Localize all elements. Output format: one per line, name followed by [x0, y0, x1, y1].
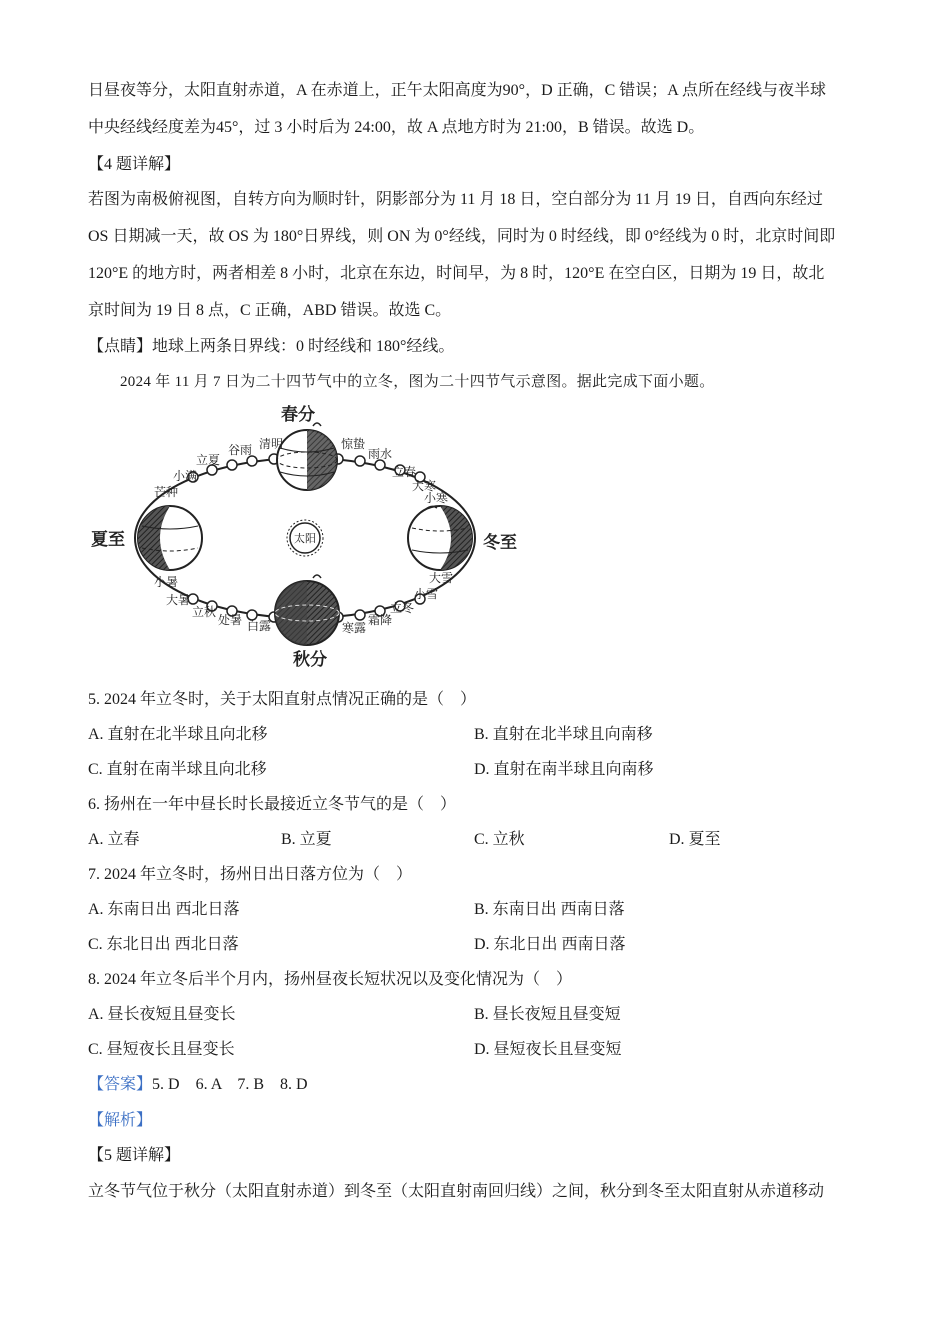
term-guyu: 谷雨 — [227, 443, 253, 457]
q6-stem: 6. 扬州在一年中昼长时长最接近立冬节气的是（ ） — [88, 796, 457, 813]
term-dahan: 大寒 — [411, 479, 437, 493]
term-yushui: 雨水 — [367, 447, 393, 461]
sun-icon — [287, 520, 323, 556]
intro-line: 2024 年 11 月 7 日为二十四节气中的立冬，图为二十四节气示意图。据此完成下面小题。 — [120, 374, 715, 390]
q8-option-b: B. 昼长夜短且昼变短 — [474, 1006, 621, 1023]
term-xiaoman: 小满 — [172, 469, 198, 483]
text-line-7: 京时间为 19 日 8 点，C 正确，ABD 错误。故选 C。 — [88, 302, 452, 319]
term-liqiu: 立秋 — [191, 605, 217, 619]
winter-globe — [408, 506, 472, 570]
last-line: 立冬节气位于秋分（太阳直射赤道）到冬至（太阳直射南回归线）之间，秋分到冬至太阳直射从赤道移动 — [88, 1183, 825, 1200]
answer-text: 5. D 6. A 7. B 8. D — [152, 1076, 308, 1093]
text-line-5: OS 日期减一天，故 OS 为 180°日界线，则 ON 为 0°经线，同时为 0 时经线，即 0°经线为 0 时，北京时间即 — [88, 228, 836, 245]
q7-option-c: C. 东北日出 西北日落 — [88, 936, 239, 953]
q8-option-a: A. 昼长夜短且昼变长 — [88, 1006, 236, 1023]
term-jingzhe: 惊蛰 — [340, 437, 366, 451]
q7-option-a: A. 东南日出 西北日落 — [88, 901, 240, 918]
term-xiaoshu: 小暑 — [153, 575, 179, 589]
q6-option-c: C. 立秋 — [474, 831, 525, 848]
q5-option-c: C. 直射在南半球且向北移 — [88, 761, 267, 778]
summer-label: 夏至 — [91, 530, 125, 550]
q5-option-d: D. 直射在南半球且向南移 — [474, 761, 654, 778]
winter-label: 冬至 — [483, 533, 517, 553]
q7-option-b: B. 东南日出 西南日落 — [474, 901, 625, 918]
q5-option-b: B. 直射在北半球且向南移 — [474, 726, 653, 743]
term-shuangjiang: 霜降 — [367, 613, 393, 627]
q6-option-b: B. 立夏 — [281, 831, 332, 848]
q6-option-a: A. 立春 — [88, 831, 140, 848]
autumn-label: 秋分 — [293, 650, 327, 670]
term-xiaoxue: 小雪 — [413, 587, 439, 601]
q8-stem: 8. 2024 年立冬后半个月内，扬州昼夜长短状况以及变化情况为（ ） — [88, 971, 573, 988]
q4-header: 【4 题详解】 — [88, 156, 181, 173]
term-daxue: 大雪 — [428, 571, 454, 585]
text-line-4: 若图为南极俯视图，自转方向为顺时针，阴影部分为 11 月 18 日，空白部分为 11 月 19 日，自西向东经过 — [88, 191, 823, 208]
q8-option-d: D. 昼短夜长且昼变短 — [474, 1041, 622, 1058]
spring-label: 春分 — [281, 405, 315, 425]
spring-globe — [277, 423, 337, 490]
term-lidong: 立冬 — [389, 601, 415, 615]
q6-option-d: D. 夏至 — [669, 831, 721, 848]
term-lixia: 立夏 — [195, 453, 221, 467]
term-qingming: 清明 — [258, 437, 284, 451]
analysis-label: 【解析】 — [88, 1112, 153, 1129]
term-xiaohan: 小寒 — [423, 491, 449, 505]
term-chushu: 处暑 — [217, 613, 243, 627]
solar-terms-diagram — [80, 398, 530, 678]
q5-option-a: A. 直射在北半球且向北移 — [88, 726, 268, 743]
autumn-globe — [275, 575, 339, 645]
text-line-2: 中央经线经度差为45°，过 3 小时后为 24:00，故 A 点地方时为 21:00，B 错误。故选 D。 — [88, 119, 705, 136]
sun-label: 太阳 — [294, 532, 316, 545]
term-dashu: 大暑 — [165, 593, 191, 607]
q5-header: 【5 题详解】 — [88, 1147, 181, 1164]
term-bailu: 白露 — [246, 619, 272, 633]
summer-globe — [138, 506, 202, 570]
term-hanlu: 寒露 — [341, 621, 367, 635]
q7-option-d: D. 东北日出 西南日落 — [474, 936, 626, 953]
q8-option-c: C. 昼短夜长且昼变长 — [88, 1041, 235, 1058]
q5-stem: 5. 2024 年立冬时，关于太阳直射点情况正确的是（ ） — [88, 691, 477, 708]
text-line-1: 日昼夜等分，太阳直射赤道，A 在赤道上，正午太阳高度为90°，D 正确，C 错误；A 点所在经线与夜半球 — [88, 82, 826, 99]
q7-stem: 7. 2024 年立冬时，扬州日出日落方位为（ ） — [88, 866, 413, 883]
term-lichun: 立春 — [391, 465, 417, 479]
dianjing-line: 【点睛】地球上两条日界线：0 时经线和 180°经线。 — [88, 338, 455, 355]
term-mangzhong: 芒种 — [153, 485, 179, 499]
answer-line — [88, 1074, 308, 1096]
text-line-6: 120°E 的地方时，两者相差 8 小时，北京在东边，时间早，为 8 时，120°E 在空白区，日期为 19 日，故北 — [88, 265, 825, 282]
answer-label: 【答案】 — [88, 1076, 153, 1093]
